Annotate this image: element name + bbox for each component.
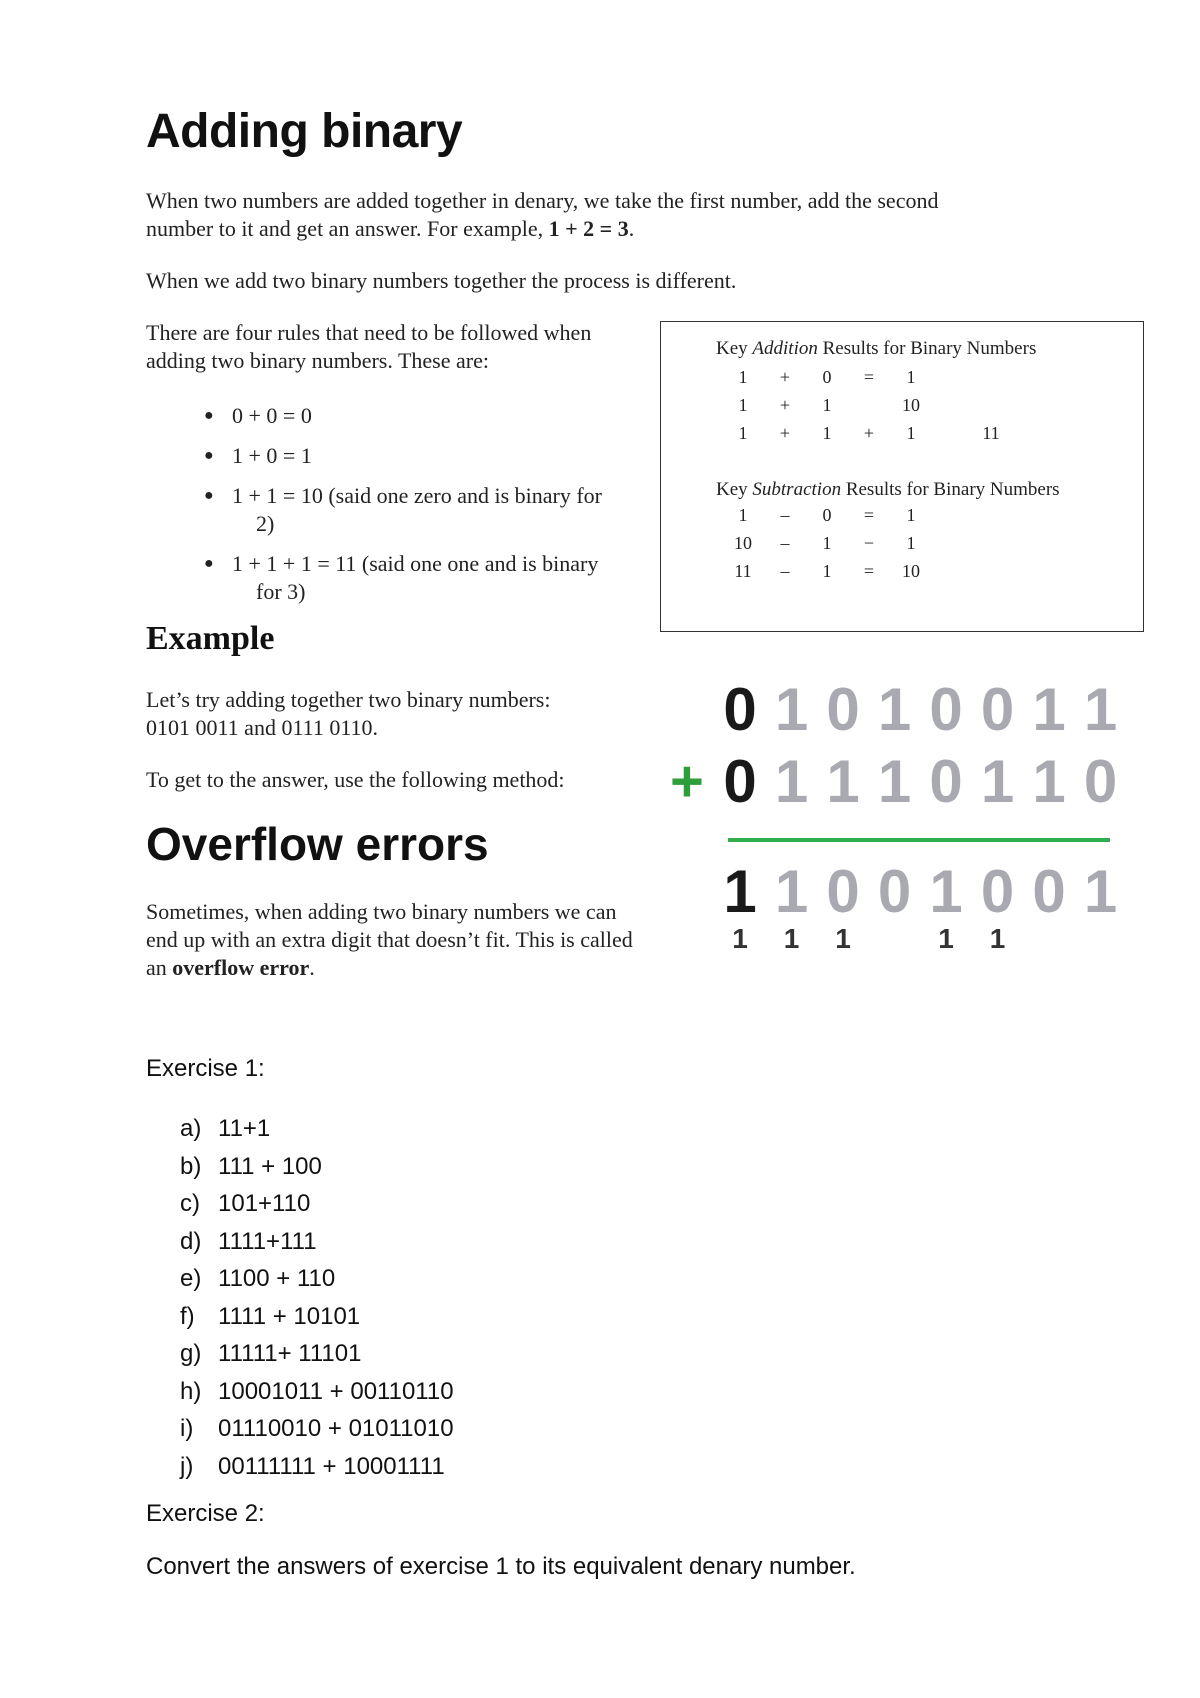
subtraction-table-title: [716, 479, 1060, 501]
subtraction-cell: 10: [902, 561, 920, 581]
exercise-label: g): [180, 1340, 202, 1367]
rule-text-continued: 2): [256, 511, 275, 536]
exercise-expression: 101+110: [218, 1190, 311, 1217]
result-digit: 0: [826, 858, 860, 925]
carry-digit: 1: [783, 923, 800, 954]
addition-title-prefix: Key: [716, 338, 753, 359]
exercise-item: [180, 1448, 454, 1486]
exercise-item: [180, 1373, 454, 1411]
intro-paragraph: [146, 187, 1046, 243]
exercise-item: [180, 1223, 454, 1261]
bullet-icon: ●: [204, 555, 214, 572]
exercise-2-title: Exercise 2:: [146, 1500, 265, 1527]
first-number-digit: 1: [774, 676, 809, 743]
carry-digit: 1: [938, 923, 954, 954]
addition-table-title: [716, 338, 1036, 360]
exercise-label: b): [180, 1152, 202, 1180]
subtraction-row: [661, 533, 1145, 557]
exercise-label: d): [180, 1227, 202, 1255]
first-number-digit: 1: [1083, 676, 1118, 743]
exercise-2-text: Convert the answers of exercise 1 to its equivalent denary number.: [146, 1553, 856, 1580]
intro-line-1: When two numbers are added together in denary, we take the first number, add the second: [146, 188, 939, 213]
process-note: When we add two binary numbers together the process is different.: [146, 268, 737, 293]
addition-cell: 11: [982, 423, 1000, 443]
subtraction-cell: −: [863, 533, 875, 553]
overflow-term: overflow error: [172, 955, 310, 980]
method-text: To get to the answer, use the following method:: [146, 767, 565, 792]
carry-digit: 1: [835, 923, 851, 954]
subtraction-cell: 1: [822, 561, 832, 581]
subtraction-cell: 11: [734, 561, 752, 581]
overflow-paragraph: [146, 898, 646, 982]
second-number-digit: 0: [1083, 748, 1118, 815]
intro-example-expression: 1 + 2 = 3: [548, 216, 629, 241]
rules-intro: There are four rules that need to be followed when adding two binary numbers. These are:: [146, 320, 592, 373]
exercise-label: h): [180, 1377, 202, 1405]
page-title: Adding binary: [146, 105, 463, 158]
exercise-item: [180, 1410, 454, 1448]
exercise-expression: 10001011 + 00110110: [218, 1377, 454, 1405]
exercise-expression: 01110010 + 01011010: [218, 1415, 454, 1442]
subtraction-cell: 1: [738, 505, 748, 525]
rule-text-continued: for 3): [256, 579, 306, 604]
addition-cell: 1: [906, 423, 916, 443]
key-results-box: [660, 321, 1144, 632]
result-digit: 1: [1083, 858, 1118, 925]
first-number-digit: 1: [1032, 676, 1066, 743]
second-number-digit: 1: [980, 748, 1015, 815]
rules-list: [204, 402, 634, 618]
subtraction-row: [661, 505, 1145, 529]
second-number-digit: 1: [877, 748, 912, 815]
carry-digit: 1: [989, 923, 1006, 954]
second-number-digit: 1: [1032, 748, 1066, 815]
addition-row: [661, 367, 1145, 391]
second-number-digit: 0: [929, 748, 963, 815]
subtraction-title-suffix: Results for Binary Numbers: [841, 479, 1060, 500]
exercise-label: e): [180, 1265, 202, 1292]
overflow-text: Sometimes, when adding two binary numbers we can end up with an extra digit that doesn’t fit. This is called an: [146, 899, 633, 980]
exercise-expression: 1111 + 10101: [218, 1302, 361, 1330]
intro-line-2: number to it and get an answer. For example,: [146, 216, 549, 241]
carry-digit: 1: [732, 923, 748, 954]
subtraction-title-emphasis: Subtraction: [752, 479, 842, 500]
addition-row: [661, 395, 1145, 419]
rule-item: [204, 550, 634, 606]
addition-cell: +: [779, 367, 791, 387]
addition-cell: +: [779, 423, 791, 443]
bullet-icon: ●: [204, 407, 214, 424]
exercise-label: f): [180, 1302, 195, 1330]
exercise-1-list: [180, 1110, 454, 1485]
exercise-label: j): [180, 1452, 194, 1480]
sum-line: [728, 838, 1110, 842]
subtraction-row: [661, 561, 1145, 585]
subtraction-cell: 1: [822, 533, 832, 553]
subtraction-cell: –: [780, 533, 790, 553]
exercise-expression: 1111+111: [218, 1227, 317, 1255]
result-digit: 0: [1032, 858, 1066, 925]
addition-cell: =: [863, 367, 875, 387]
bullet-icon: ●: [204, 447, 214, 464]
exercise-expression: 11+1: [218, 1115, 271, 1142]
first-number-digit: 1: [877, 676, 912, 743]
overflow-heading: Overflow errors: [146, 818, 489, 870]
exercise-expression: 111 + 100: [218, 1152, 322, 1180]
bullet-icon: ●: [204, 487, 214, 504]
exercise-item: [180, 1110, 454, 1148]
exercise-expression: 1100 + 110: [218, 1265, 336, 1292]
second-number-digit: 1: [774, 748, 809, 815]
example-line-2: 0101 0011 and 0111 0110.: [146, 715, 378, 740]
exercise-label: a): [180, 1115, 202, 1142]
binary-addition-illustration: [670, 670, 1130, 970]
addition-title-emphasis: Addition: [752, 338, 818, 359]
exercise-1-title: Exercise 1:: [146, 1055, 265, 1082]
result-digit: 0: [877, 858, 912, 925]
rule-item: [204, 482, 634, 538]
example-paragraph: [146, 686, 616, 742]
addition-cell: 1: [822, 395, 832, 415]
example-line-1: Let’s try adding together two binary numbers:: [146, 687, 551, 712]
addition-cell: +: [863, 423, 875, 443]
first-number-digit: 0: [929, 676, 963, 743]
rule-text: 1 + 0 = 1: [232, 443, 312, 468]
second-number-digit: 1: [826, 748, 860, 815]
rule-item: [204, 442, 634, 470]
exercise-expression: 11111+ 11101: [218, 1340, 362, 1367]
subtraction-cell: =: [863, 505, 875, 525]
subtraction-cell: –: [780, 505, 790, 525]
exercise-label: c): [180, 1190, 200, 1217]
second-number-digit: 0: [723, 748, 757, 815]
addition-row: [661, 423, 1145, 447]
exercise-item: [180, 1148, 454, 1186]
first-number-digit: 0: [826, 676, 860, 743]
exercise-item: [180, 1335, 454, 1373]
rule-text: 0 + 0 = 0: [232, 403, 312, 428]
rule-item: [204, 402, 634, 430]
overflow-text-end: .: [309, 955, 315, 980]
addition-cell: 1: [738, 423, 748, 443]
exercise-item: [180, 1260, 454, 1298]
addition-cell: 1: [738, 395, 748, 415]
intro-line-2-end: .: [628, 216, 635, 241]
addition-cell: 1: [738, 367, 748, 387]
exercise-item: [180, 1185, 454, 1223]
addition-cell: +: [779, 395, 791, 415]
subtraction-cell: 1: [906, 505, 916, 525]
subtraction-title-prefix: Key: [716, 479, 753, 500]
addition-cell: 10: [902, 395, 920, 415]
subtraction-cell: =: [863, 561, 875, 581]
plus-sign-icon: +: [670, 749, 704, 814]
first-number-digit: 0: [723, 676, 757, 743]
result-digit: 1: [929, 858, 963, 925]
subtraction-cell: 1: [906, 533, 916, 553]
subtraction-cell: 0: [822, 505, 832, 525]
rule-text: 1 + 1 = 10 (said one zero and is binary for: [232, 483, 602, 508]
result-digit: 1: [774, 858, 809, 925]
example-heading: Example: [146, 620, 275, 657]
exercise-item: [180, 1298, 454, 1336]
result-digit: 1: [723, 858, 757, 925]
addition-title-suffix: Results for Binary Numbers: [817, 338, 1037, 359]
result-digit: 0: [980, 858, 1015, 925]
rule-text: 1 + 1 + 1 = 11 (said one one and is binary: [232, 551, 599, 576]
addition-cell: 0: [822, 367, 832, 387]
exercise-label: i): [180, 1415, 194, 1442]
subtraction-cell: –: [780, 561, 790, 581]
subtraction-cell: 10: [734, 533, 752, 553]
exercise-expression: 00111111 + 10001111: [218, 1452, 445, 1480]
addition-cell: 1: [822, 423, 832, 443]
addition-cell: 1: [906, 367, 916, 387]
first-number-digit: 0: [980, 676, 1015, 743]
